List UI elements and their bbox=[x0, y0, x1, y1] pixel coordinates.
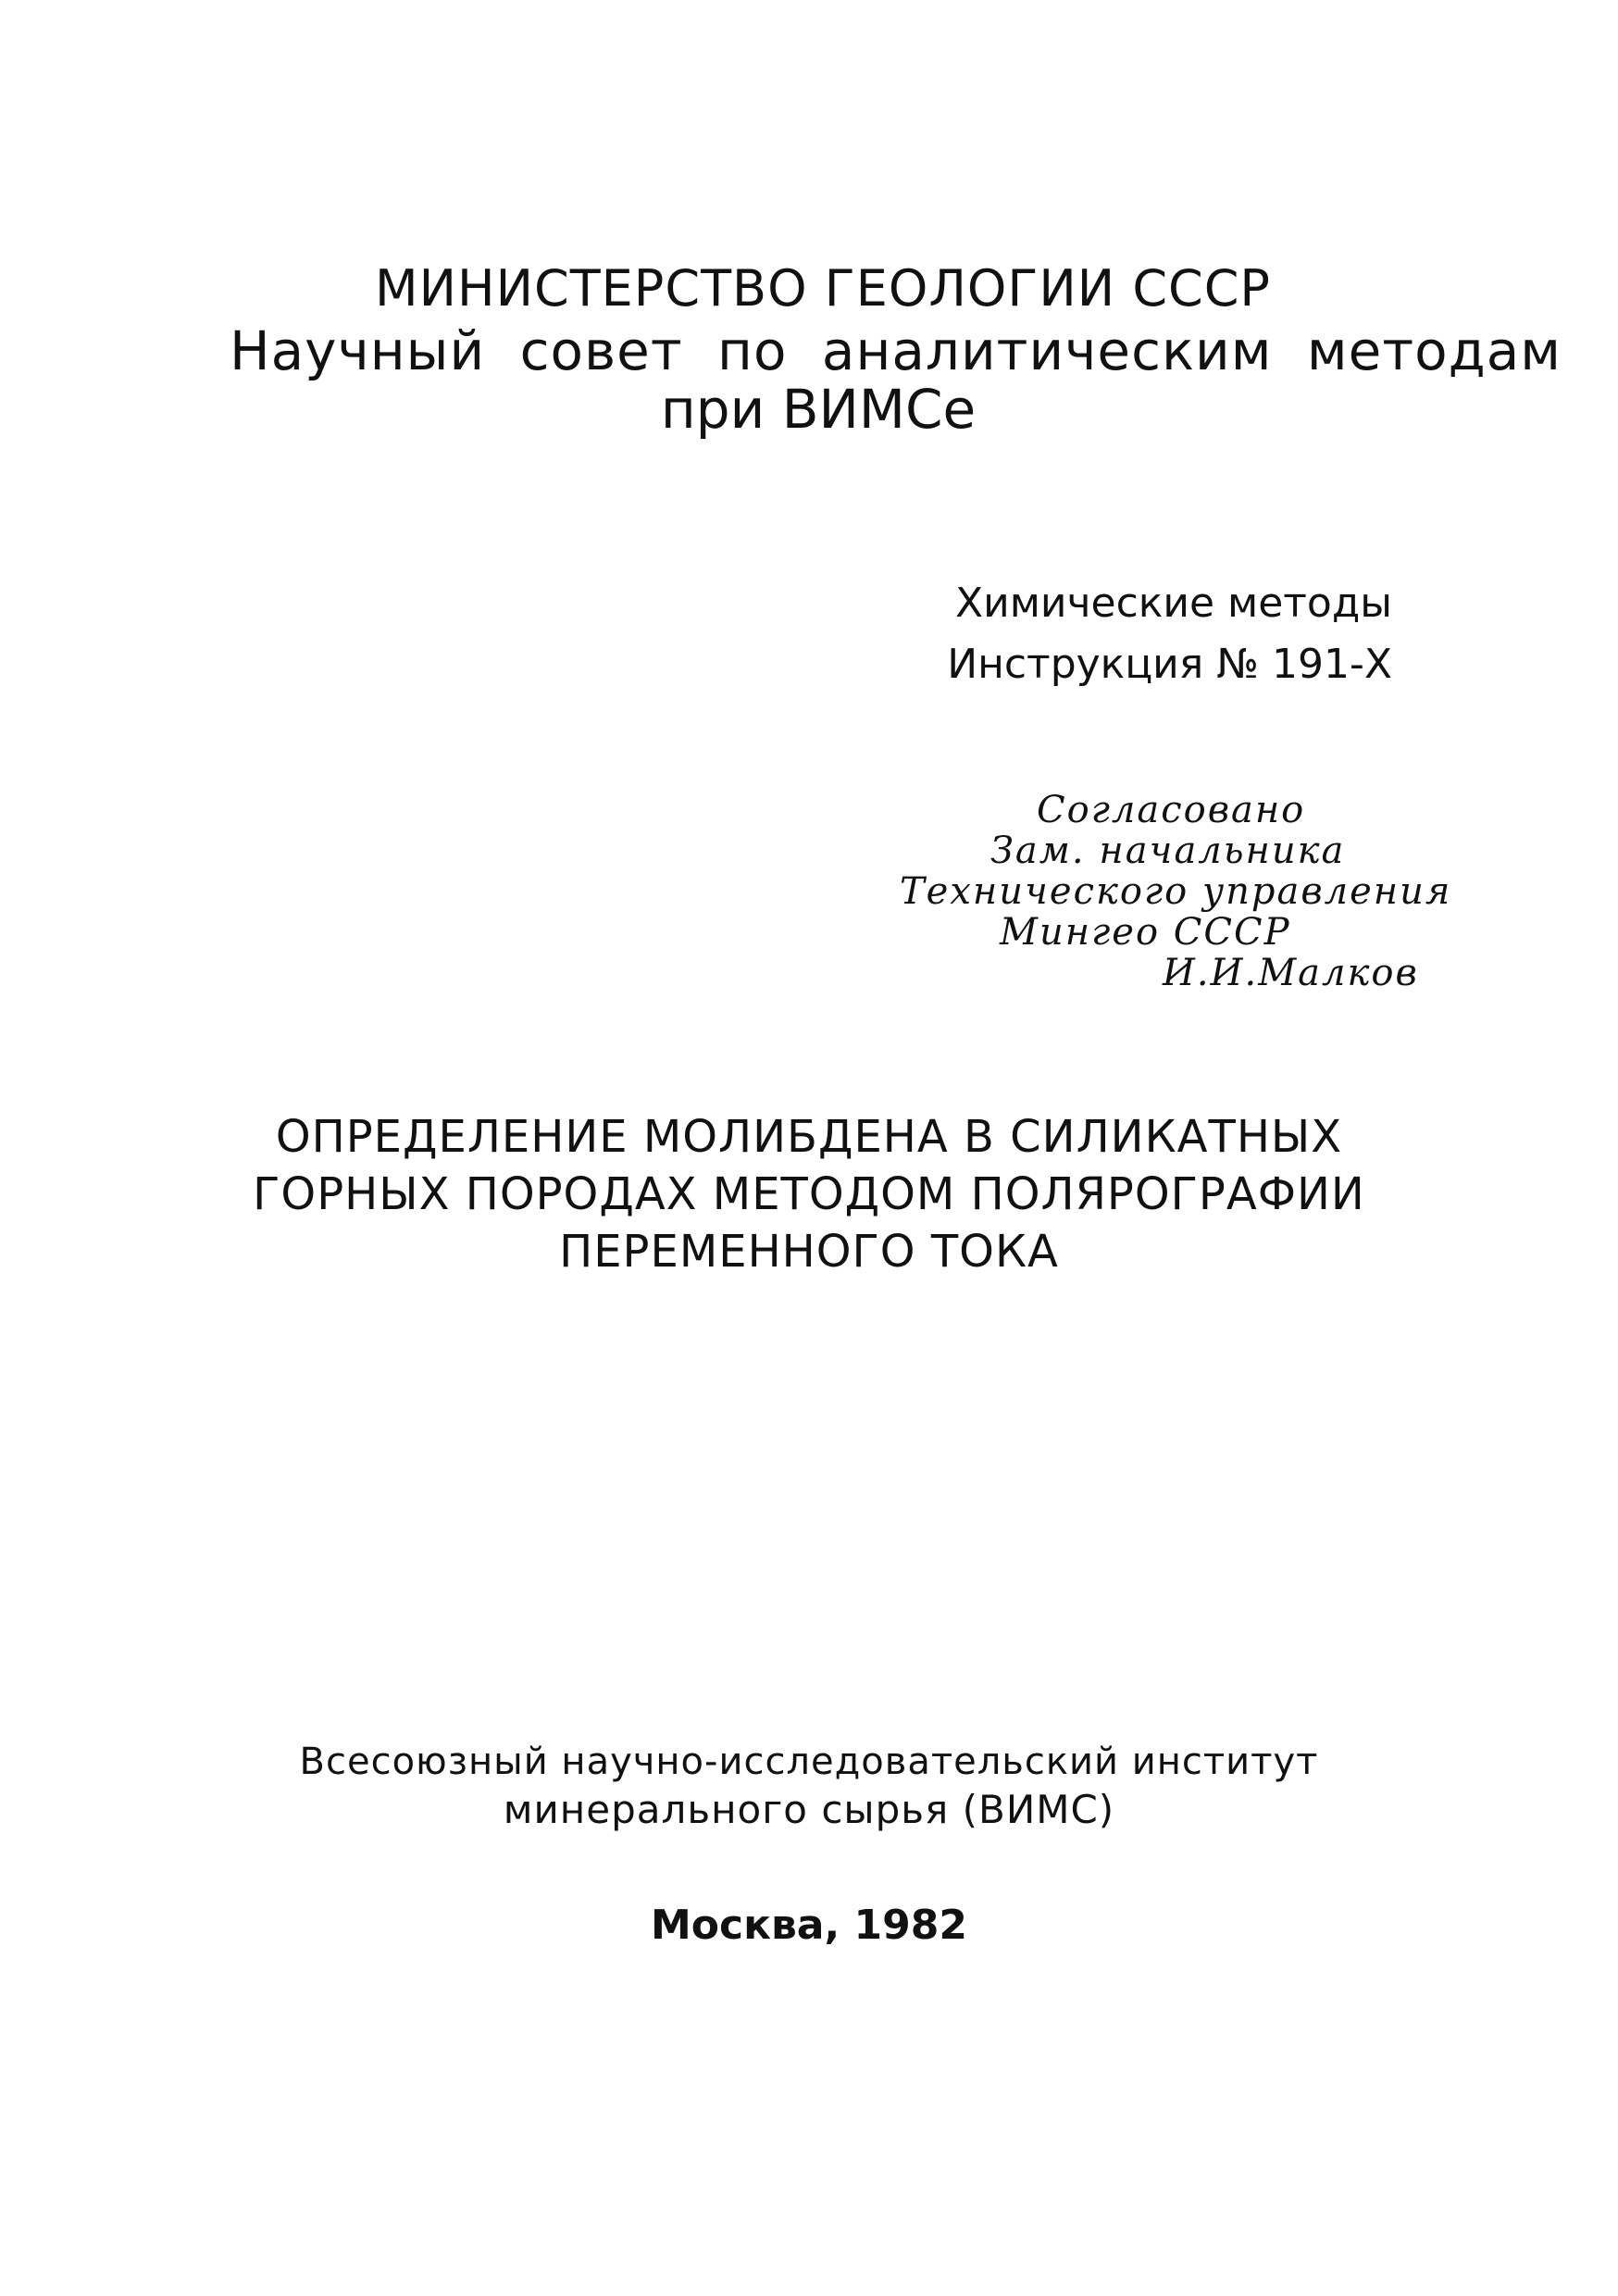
approval-ministry: Мингео СССР bbox=[1000, 911, 1291, 954]
document-title-line-3: ПЕРЕМЕННОГО ТОКА bbox=[559, 1226, 1059, 1278]
approval-department: Технического управления bbox=[900, 870, 1452, 913]
instruction-number: Инструкция № 191-Х bbox=[947, 641, 1392, 688]
approval-deputy: Зам. начальника bbox=[990, 830, 1346, 872]
publisher-line-1: Всесоюзный научно-исследовательский институт bbox=[299, 1741, 1319, 1783]
vims-heading: при ВИМСе bbox=[660, 378, 977, 441]
document-title-line-2: ГОРНЫХ ПОРОДАХ МЕТОДОМ ПОЛЯРОГРАФИИ bbox=[253, 1168, 1365, 1220]
approval-agreed: Согласовано bbox=[1037, 789, 1306, 831]
methods-label: Химические методы bbox=[955, 580, 1392, 627]
document-title-line-1: ОПРЕДЕЛЕНИЕ МОЛИБДЕНА В СИЛИКАТНЫХ bbox=[275, 1111, 1343, 1163]
city-year: Москва, 1982 bbox=[651, 1902, 967, 1949]
council-heading: Научный совет по аналитическим методам bbox=[230, 319, 1562, 382]
ministry-heading: МИНИСТЕРСТВО ГЕОЛОГИИ СССР bbox=[375, 259, 1271, 318]
publisher-line-2: минерального сырья (ВИМС) bbox=[503, 1787, 1115, 1832]
approval-name: И.И.Малков bbox=[1163, 952, 1419, 994]
